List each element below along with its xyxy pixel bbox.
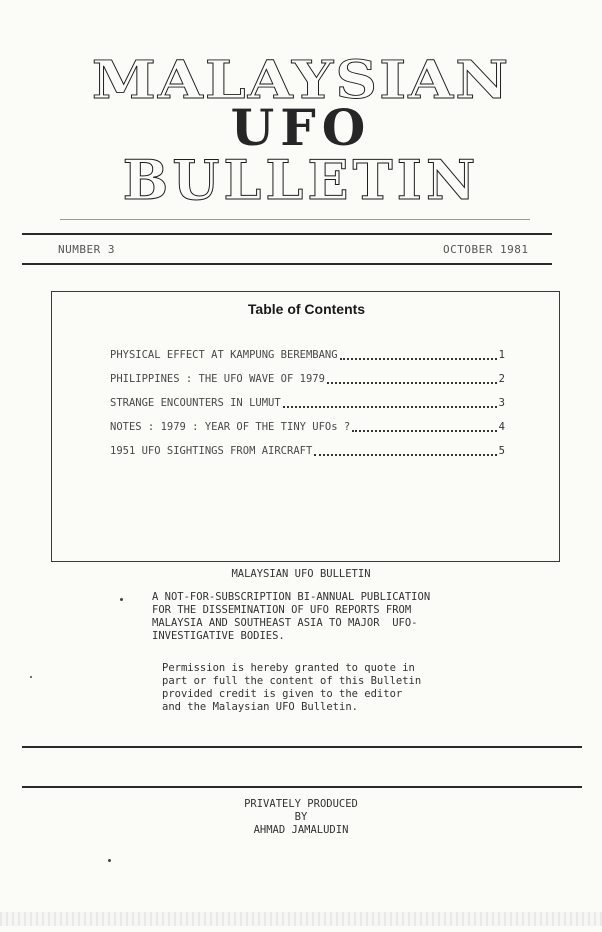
footer-produced: PRIVATELY PRODUCED — [244, 798, 358, 810]
divider-bottom — [22, 263, 552, 265]
toc-entry — [110, 349, 505, 363]
toc-leader-dots — [352, 430, 496, 432]
margin-speck — [108, 859, 111, 862]
toc-entry-title: STRANGE ENCOUNTERS IN LUMUT — [110, 397, 281, 409]
toc-entry — [110, 445, 505, 459]
toc-entry-page: 2 — [498, 373, 505, 385]
scan-edge — [0, 912, 602, 926]
toc-entry-title: PHILIPPINES : THE UFO WAVE OF 1979 — [110, 373, 325, 385]
toc-leader-dots — [283, 406, 497, 408]
issue-date: OCTOBER 1981 — [443, 243, 529, 256]
toc-entry-page: 3 — [498, 397, 505, 409]
toc-leader-dots — [314, 454, 496, 456]
toc-entry-page: 5 — [498, 445, 505, 457]
margin-speck — [120, 598, 123, 601]
masthead-title-line2: UFO — [230, 98, 372, 157]
toc-entry-title: NOTES : 1979 : YEAR OF THE TINY UFOs ? — [110, 421, 351, 433]
toc-entry — [110, 421, 505, 435]
margin-speck — [30, 676, 32, 678]
toc-leader-dots — [327, 382, 497, 384]
about-description: A NOT-FOR-SUBSCRIPTION BI-ANNUAL PUBLICATION FOR THE DISSEMINATION OF UFO REPORTS FROM MALAYSIA AND SOUTHEAST ASIA TO MAJOR UFO- INVESTIGATIVE BODIES. — [152, 591, 431, 642]
divider-lower-2 — [22, 786, 582, 788]
footer-by: BY — [294, 811, 308, 823]
permission-notice: Permission is hereby granted to quote in part or full the content of this Bulletin provided credit is given to the editor and the Malaysian UFO Bulletin. — [162, 662, 422, 713]
toc-entry — [110, 373, 505, 387]
issue-number: NUMBER 3 — [58, 243, 115, 256]
toc-entry — [110, 397, 505, 411]
about-heading: MALAYSIAN UFO BULLETIN — [231, 568, 371, 580]
toc-leader-dots — [340, 358, 497, 360]
toc-entry-title: 1951 UFO SIGHTINGS FROM AIRCRAFT — [110, 445, 313, 457]
footer-author: AHMAD JAMALUDIN — [253, 824, 349, 836]
masthead-title-line1: MALAYSIAN — [91, 49, 511, 111]
table-of-contents — [51, 291, 560, 562]
masthead-title-line3: BULLETIN — [122, 148, 480, 212]
divider-thin-top — [60, 219, 530, 220]
toc-entry-page: 4 — [498, 421, 505, 433]
toc-entry-page: 1 — [498, 349, 505, 361]
toc-title: Table of Contents — [247, 301, 366, 317]
divider-lower-1 — [22, 746, 582, 748]
toc-entry-title: PHYSICAL EFFECT AT KAMPUNG BEREMBANG — [110, 349, 338, 361]
divider-top — [22, 233, 552, 235]
